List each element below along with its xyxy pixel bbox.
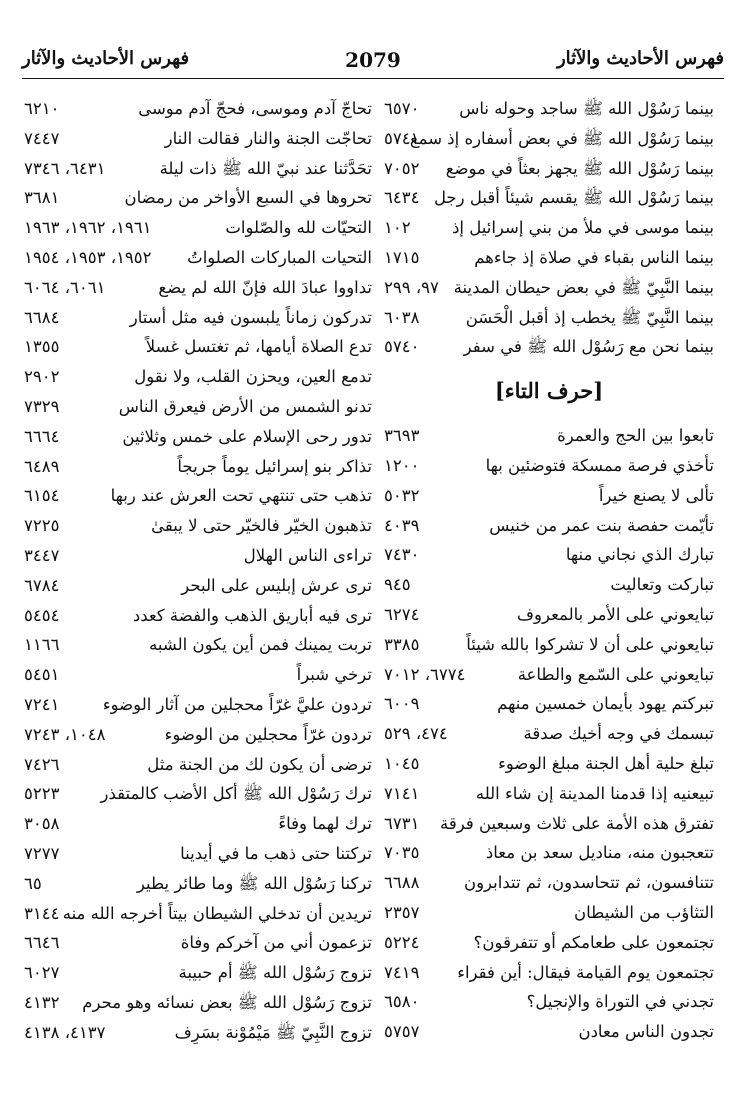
index-entry	[384, 719, 714, 749]
hadith-reference-number: ٣٠٥٨	[24, 814, 60, 834]
hadith-incipit: بينما موسى في ملأ من بني إسرائيل إذ	[452, 218, 714, 238]
index-entry	[384, 511, 714, 541]
hadith-incipit: بينما رَسُوْل الله ﷺ يقسم شيئاً أقبل رجل	[433, 188, 714, 208]
hadith-reference-number: ٦٢٧٤	[384, 604, 420, 624]
hadith-incipit: تابعوا بين الحج والعمرة	[557, 426, 714, 446]
index-entry	[384, 898, 714, 928]
index-entry	[24, 303, 372, 333]
hadith-reference-number: ٤١٣٢	[24, 992, 60, 1012]
hadith-reference-number: ٢٣٥٧	[384, 902, 420, 922]
hadith-incipit: تزوج رَسُوْل الله ﷺ بعض نسائه وهو محرم	[82, 992, 372, 1012]
hadith-incipit: بينما رَسُوْل الله ﷺ يجهز بعثاً في موضع	[445, 158, 714, 178]
page-number: 2079	[345, 48, 401, 72]
index-entry	[24, 750, 372, 780]
hadith-incipit: تأيّمت حفصة بنت عمر من خنيس	[489, 515, 714, 535]
index-entry	[24, 392, 372, 422]
hadith-reference-number: ١٠٤٥	[384, 753, 420, 773]
hadith-incipit: ترضى أن يكون لك من الجنة مثل	[147, 754, 372, 774]
hadith-incipit: ترك لهما وفاءً	[278, 814, 372, 834]
hadith-reference-number: ٦٧٧٤، ٧٠١٢	[384, 664, 466, 684]
hadith-reference-number: ١٢٠٠	[384, 455, 420, 475]
index-entry	[24, 213, 372, 243]
hadith-reference-number: ٥٢٢٤	[384, 932, 420, 952]
hadith-incipit: تفترق هذه الأمة على ثلاث وسبعين فرقة	[439, 813, 714, 833]
hadith-reference-number: ١٩٦١، ١٩٦٢، ١٩٦٣	[24, 218, 152, 238]
running-title-right: فهرس الأحاديث والآثار	[556, 48, 724, 69]
hadith-incipit: تبركتم يهود بأيمان خمسين منهم	[497, 694, 714, 714]
hadith-incipit: بينما النَّبِيّ ﷺ في بعض حيطان المدينة	[453, 277, 714, 297]
hadith-incipit: تبايعوني على السّمع والطاعة	[517, 664, 714, 684]
index-entry	[384, 183, 714, 213]
hadith-incipit: تألى لا يصنع خيراً	[598, 485, 714, 505]
hadith-reference-number: ٦٥٧٠	[384, 99, 420, 118]
index-entry	[24, 541, 372, 571]
index-entry	[24, 1018, 372, 1048]
hadith-incipit: التثاؤب من الشيطان	[574, 902, 714, 922]
index-entry	[384, 303, 714, 333]
index-entry	[24, 958, 372, 988]
index-entry	[384, 838, 714, 868]
index-column-left	[24, 94, 372, 1048]
hadith-reference-number: ٦٧٨٤	[24, 575, 60, 595]
entries-before-section	[384, 94, 714, 362]
index-entry	[384, 928, 714, 958]
hadith-reference-number: ٦٦٦٤	[24, 426, 60, 446]
index-entry	[384, 273, 714, 303]
hadith-reference-number: ٤٠٣٩	[384, 515, 420, 535]
index-entry	[384, 749, 714, 779]
hadith-reference-number: ٧٤٤٧	[24, 128, 60, 148]
hadith-reference-number: ٧٤١٩	[384, 962, 420, 982]
index-entry	[384, 1017, 714, 1047]
hadith-incipit: تزعمون أني من آخركم وفاة	[180, 933, 372, 953]
hadith-reference-number: ٧٤٣٠	[384, 545, 420, 565]
index-entry	[384, 809, 714, 839]
index-entry	[24, 422, 372, 452]
index-entry	[24, 720, 372, 750]
index-entry	[24, 839, 372, 869]
hadith-reference-number: ٦٤٣١، ٧٣٤٦	[24, 158, 106, 178]
hadith-reference-number: ٦٠٣٨	[384, 307, 420, 327]
hadith-reference-number: ٧٢٢٥	[24, 516, 60, 536]
entries-left	[24, 94, 372, 1048]
hadith-incipit: بينما رَسُوْل الله ﷺ ساجد وحوله ناس	[459, 99, 714, 118]
hadith-reference-number: ٧٣٢٩	[24, 396, 60, 416]
index-entry	[24, 869, 372, 899]
hadith-reference-number: ٦٤٣٤	[384, 188, 420, 208]
index-entry	[24, 273, 372, 303]
index-entry	[384, 481, 714, 511]
index-entry	[384, 987, 714, 1017]
index-entry	[384, 124, 714, 154]
index-entry	[384, 570, 714, 600]
index-entry	[384, 421, 714, 451]
index-entry	[24, 94, 372, 124]
index-entry	[24, 988, 372, 1018]
hadith-reference-number: ٩٧، ٢٩٩	[384, 277, 439, 297]
hadith-incipit: تدور رحى الإسلام على خمس وثلاثين	[122, 426, 372, 446]
hadith-incipit: تبايعوني على أن لا تشركوا بالله شيئاً	[466, 634, 714, 654]
hadith-reference-number: ٧٢٤١	[24, 694, 60, 714]
index-entry	[24, 928, 372, 958]
index-entry	[24, 660, 372, 690]
index-entry	[24, 690, 372, 720]
hadith-reference-number: ٥٧٤٠	[384, 337, 420, 357]
index-entry	[24, 124, 372, 154]
index-entry	[384, 94, 714, 124]
hadith-incipit: تجدون الناس معادن	[578, 1022, 714, 1042]
running-title-left: فهرس الأحاديث والآثار	[22, 48, 190, 69]
hadith-reference-number: ٦٥٨٠	[384, 992, 420, 1012]
hadith-reference-number: ٦٠٢٧	[24, 963, 60, 983]
section-heading	[384, 362, 714, 421]
hadith-incipit: تدع الصلاة أيامها، ثم تغتسل غسلاً	[145, 337, 372, 357]
hadith-incipit: تذاكر بنو إسرائيل يوماً جريجاً	[177, 456, 372, 476]
index-entry	[24, 630, 372, 660]
hadith-reference-number: ٧٤٢٦	[24, 754, 60, 774]
index-entry	[384, 868, 714, 898]
hadith-incipit: تريدين أن تدخلي الشيطان بيتاً أخرجه الله منه	[62, 903, 372, 923]
hadith-reference-number: ٦٢١٠	[24, 99, 60, 118]
index-entry	[24, 511, 372, 541]
hadith-incipit: تدنو الشمس من الأرض فيعرق الناس	[118, 396, 372, 416]
hadith-reference-number: ٦٦٨٤	[24, 307, 60, 327]
hadith-incipit: تتنافسون، ثم تتحاسدون، ثم تتدابرون	[463, 873, 714, 893]
section-title: [حرف التاء]	[494, 378, 604, 404]
hadith-incipit: تراءى الناس الهلال	[243, 545, 372, 565]
index-entry	[24, 183, 372, 213]
hadith-reference-number: ١٠٤٨، ٧٢٤٣	[24, 724, 106, 744]
index-entry	[384, 451, 714, 481]
hadith-reference-number: ٣١٤٤	[24, 903, 60, 923]
hadith-incipit: تزوج رَسُوْل الله ﷺ أم حبيبة	[178, 963, 372, 983]
hadith-reference-number: ٣٤٤٧	[24, 545, 60, 565]
hadith-incipit: تركتنا حتى ذهب ما في أيدينا	[180, 843, 372, 863]
hadith-incipit: تحاجّت الجنة والنار فقالت النار	[164, 128, 372, 148]
hadith-incipit: تجتمعون يوم القيامة فيقال: أين فقراء	[457, 962, 714, 982]
hadith-reference-number: ١٧١٥	[384, 247, 420, 267]
hadith-incipit: تربت يمينك فمن أين يكون الشبه	[149, 635, 372, 655]
index-entry	[24, 332, 372, 362]
hadith-reference-number: ٥٤٥١	[24, 665, 60, 685]
index-entry	[384, 958, 714, 988]
hadith-incipit: تحروها في السبع الأواخر من رمضان	[124, 188, 372, 208]
hadith-reference-number: ٩٤٥	[384, 575, 411, 595]
hadith-reference-number: ٧٠٣٥	[384, 843, 420, 863]
hadith-incipit: تبلغ حلية أهل الجنة مبلغ الوضوء	[498, 753, 714, 773]
hadith-reference-number: ٧١٤١	[384, 783, 420, 803]
hadith-incipit: تبايعوني على الأمر بالمعروف	[516, 604, 714, 624]
hadith-reference-number: ٦٤٨٩	[24, 456, 60, 476]
hadith-reference-number: ٦٦٤٦	[24, 933, 60, 953]
hadith-reference-number: ١٩٥٢، ١٩٥٣، ١٩٥٤	[24, 247, 152, 267]
hadith-reference-number: ٣٦٩٣	[384, 426, 420, 446]
hadith-reference-number: ٥٤٥٤	[24, 605, 60, 625]
hadith-reference-number: ٥٧٤١	[384, 128, 420, 148]
hadith-reference-number: ٤١٣٧، ٤١٣٨	[24, 1022, 106, 1042]
hadith-incipit: ترخي شبراً	[296, 665, 372, 685]
index-entry	[384, 243, 714, 273]
hadith-incipit: تتعجبون منه، مناديل سعد بن معاذ	[485, 843, 714, 863]
hadith-incipit: التحيات المباركات الصلواتُ	[187, 247, 372, 267]
index-entry	[24, 362, 372, 392]
hadith-incipit: تردون غرّاً محجلين من الوضوء	[164, 724, 372, 744]
hadith-incipit: تبيعنيه إذا قدمنا المدينة إن شاء الله	[475, 783, 714, 803]
index-entry	[24, 154, 372, 184]
hadith-reference-number: ٦١٥٤	[24, 486, 60, 506]
index-entry	[24, 481, 372, 511]
index-entry	[24, 779, 372, 809]
hadith-incipit: ترك رَسُوْل الله ﷺ أكل الأضب كالمتقذر	[100, 784, 372, 804]
page-header	[22, 48, 724, 78]
index-entry	[24, 809, 372, 839]
hadith-reference-number: ١١٦٦	[24, 635, 60, 655]
index-entry	[384, 213, 714, 243]
index-entry	[384, 660, 714, 690]
hadith-incipit: تحاجّ آدم وموسى، فحجّ آدم موسى	[138, 99, 372, 118]
hadith-reference-number: ٦٠٦١، ٦٠٦٤	[24, 277, 106, 297]
hadith-incipit: تبسمك في وجه أخيك صدقة	[523, 724, 714, 744]
hadith-incipit: تذهب حتى تنتهي تحت العرش عند ربها	[110, 486, 372, 506]
hadith-reference-number: ١٠٢	[384, 218, 411, 238]
index-entry	[384, 332, 714, 362]
hadith-incipit: ترى فيه أباريق الذهب والفضة كعدد	[132, 605, 372, 625]
hadith-reference-number: ٦٦٨٨	[384, 873, 420, 893]
hadith-reference-number: ٦٠٠٩	[384, 694, 420, 714]
hadith-incipit: تبارك الذي نجاني منها	[565, 545, 714, 565]
hadith-incipit: بينما النَّبِيّ ﷺ يخطب إذ أقبل الْحَسَن	[465, 307, 714, 327]
index-entry	[384, 630, 714, 660]
index-entry	[24, 243, 372, 273]
hadith-incipit: تدركون زماناً يلبسون فيه مثل أستار	[129, 307, 372, 327]
index-entry	[24, 899, 372, 929]
hadith-incipit: تردون عليَّ غرّاً محجلين من آثار الوضوء	[102, 694, 372, 714]
hadith-reference-number: ٢٩٠٢	[24, 367, 60, 387]
hadith-incipit: بينما نحن مع رَسُوْل الله ﷺ في سفر	[463, 337, 714, 357]
hadith-reference-number: ٣٦٨١	[24, 188, 60, 208]
entries-after-section	[384, 421, 714, 1047]
index-entry	[24, 601, 372, 631]
header-rule	[22, 78, 724, 79]
hadith-reference-number: ٣٣٨٥	[384, 634, 420, 654]
hadith-reference-number: ٥٠٣٢	[384, 485, 420, 505]
hadith-reference-number: ٦٧٣١	[384, 813, 420, 833]
hadith-reference-number: ١٣٥٥	[24, 337, 60, 357]
index-entry	[384, 600, 714, 630]
index-entry	[24, 452, 372, 482]
hadith-incipit: ترى عرش إبليس على البحر	[181, 575, 372, 595]
hadith-incipit: تدمع العين، ويحزن القلب، ولا نقول	[134, 367, 372, 387]
hadith-incipit: تجدني في التوراة والإنجيل؟	[526, 992, 714, 1012]
hadith-incipit: تذهبون الخيّر فالخيّر حتى لا يبقىٰ	[151, 516, 372, 536]
hadith-incipit: تركنا رَسُوْل الله ﷺ وما طائر يطير	[136, 873, 372, 893]
index-entry	[384, 779, 714, 809]
hadith-reference-number: ٧٠٥٢	[384, 158, 420, 178]
hadith-incipit: تباركت وتعاليت	[610, 575, 714, 595]
hadith-reference-number: ٥٢٢٣	[24, 784, 60, 804]
hadith-reference-number: ٥٧٥٧	[384, 1022, 420, 1042]
hadith-reference-number: ٦٥	[24, 873, 42, 893]
hadith-incipit: التحيّات لله والصّلوات	[225, 218, 372, 238]
index-entry	[384, 540, 714, 570]
index-entry	[384, 689, 714, 719]
hadith-incipit: بينما الناس بقباء في صلاة إذ جاءهم	[474, 247, 714, 267]
hadith-incipit: تزوج النَّبِيّ ﷺ مَيْمُوْنة بسَرِف	[174, 1022, 372, 1042]
hadith-incipit: تجتمعون على طعامكم أو تتفرقون؟	[473, 932, 714, 952]
index-column-right	[384, 94, 714, 1047]
hadith-reference-number: ٧٢٧٧	[24, 843, 60, 863]
hadith-reference-number: ٤٧٤، ٥٢٩	[384, 724, 448, 744]
hadith-incipit: تحَدَّثنا عند نبيّ الله ﷺ ذات ليلة	[159, 158, 372, 178]
hadith-incipit: تداووا عبادَ الله فإنّ الله لم يضع	[158, 277, 372, 297]
index-entry	[24, 571, 372, 601]
hadith-incipit: بينما رَسُوْل الله ﷺ في بعض أسفاره إذ سمع	[409, 128, 714, 148]
index-entry	[384, 154, 714, 184]
hadith-incipit: تأخذي فرصة ممسكة فتوضئين بها	[485, 455, 714, 475]
